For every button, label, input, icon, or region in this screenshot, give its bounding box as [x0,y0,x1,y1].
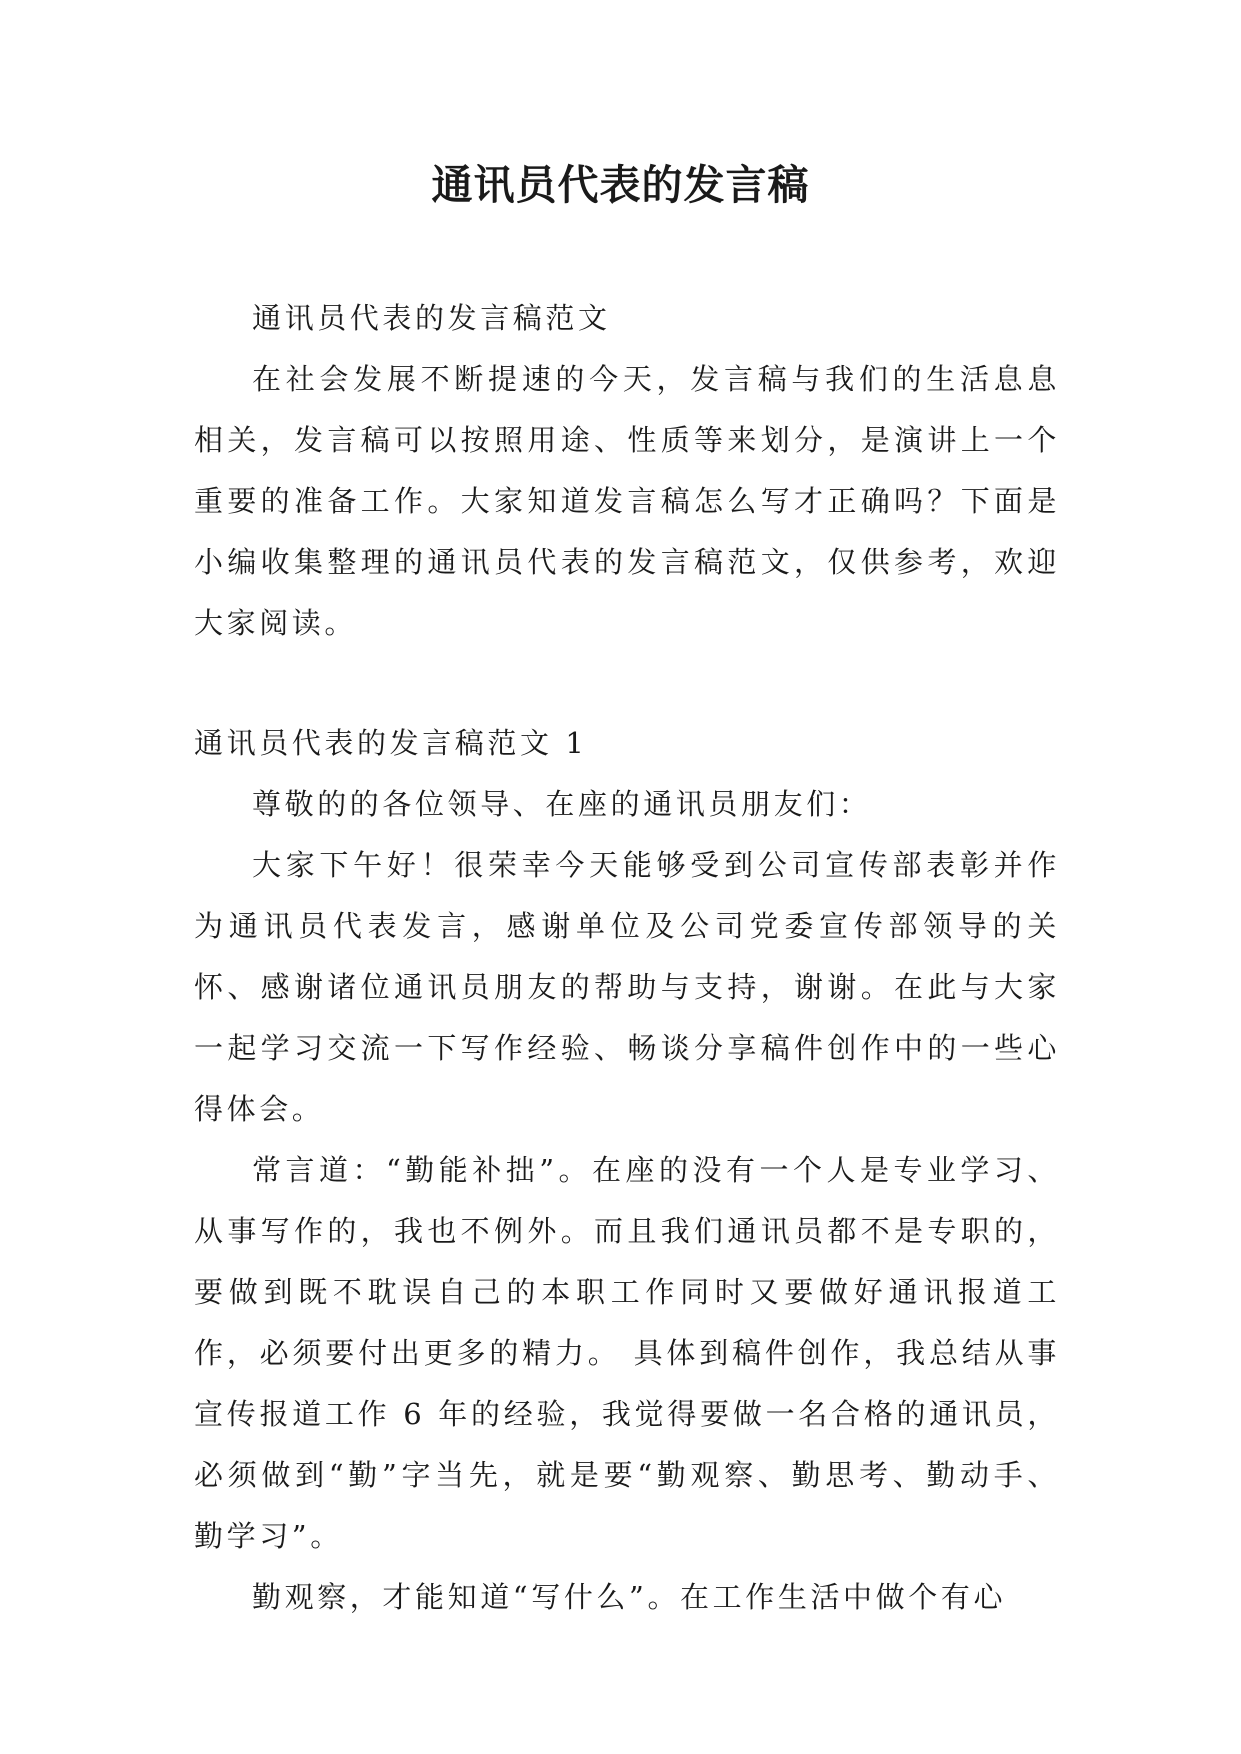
body-paragraph-1: 大家下午好！很荣幸今天能够受到公司宣传部表彰并作为通讯员代表发言，感谢单位及公司党委宣传部领导的关怀、感谢诸位通讯员朋友的帮助与支持，谢谢。在此与大家一起学习交流一下写作经验、畅谈分享稿件创作中的一些心得体会。 [194,848,1060,1126]
document-body [194,288,1060,1628]
page-title: 通讯员代表的发言稿 [431,161,810,209]
body-paragraph-3: 勤观察，才能知道“写什么”。在工作生活中做个有心 [252,1580,1007,1614]
section-heading: 通讯员代表的发言稿范文 1 [194,726,588,760]
body-paragraph-2: 常言道：“勤能补拙”。在座的没有一个人是专业学习、从事写作的，我也不例外。而且我们通讯员都不是专职的，要做到既不耽误自己的本职工作同时又要做好通讯报道工作，必须要付出更多的精力。 具体到稿件创作，我总结从事宣传报道工作 6 年的经验，我觉得要做一名合格的通讯员，必须做到“勤”字当先，就是要“勤观察、勤思考、勤动手、勤学习”。 [194,1153,1060,1553]
subtitle-paragraph: 通讯员代表的发言稿范文 [252,301,611,335]
salutation-paragraph: 尊敬的的各位领导、在座的通讯员朋友们： [252,787,872,821]
intro-paragraph: 在社会发展不断提速的今天，发言稿与我们的生活息息相关，发言稿可以按照用途、性质等来划分，是演讲上一个重要的准备工作。大家知道发言稿怎么写才正确吗？下面是小编收集整理的通讯员代表的发言稿范文，仅供参考，欢迎大家阅读。 [194,362,1060,640]
